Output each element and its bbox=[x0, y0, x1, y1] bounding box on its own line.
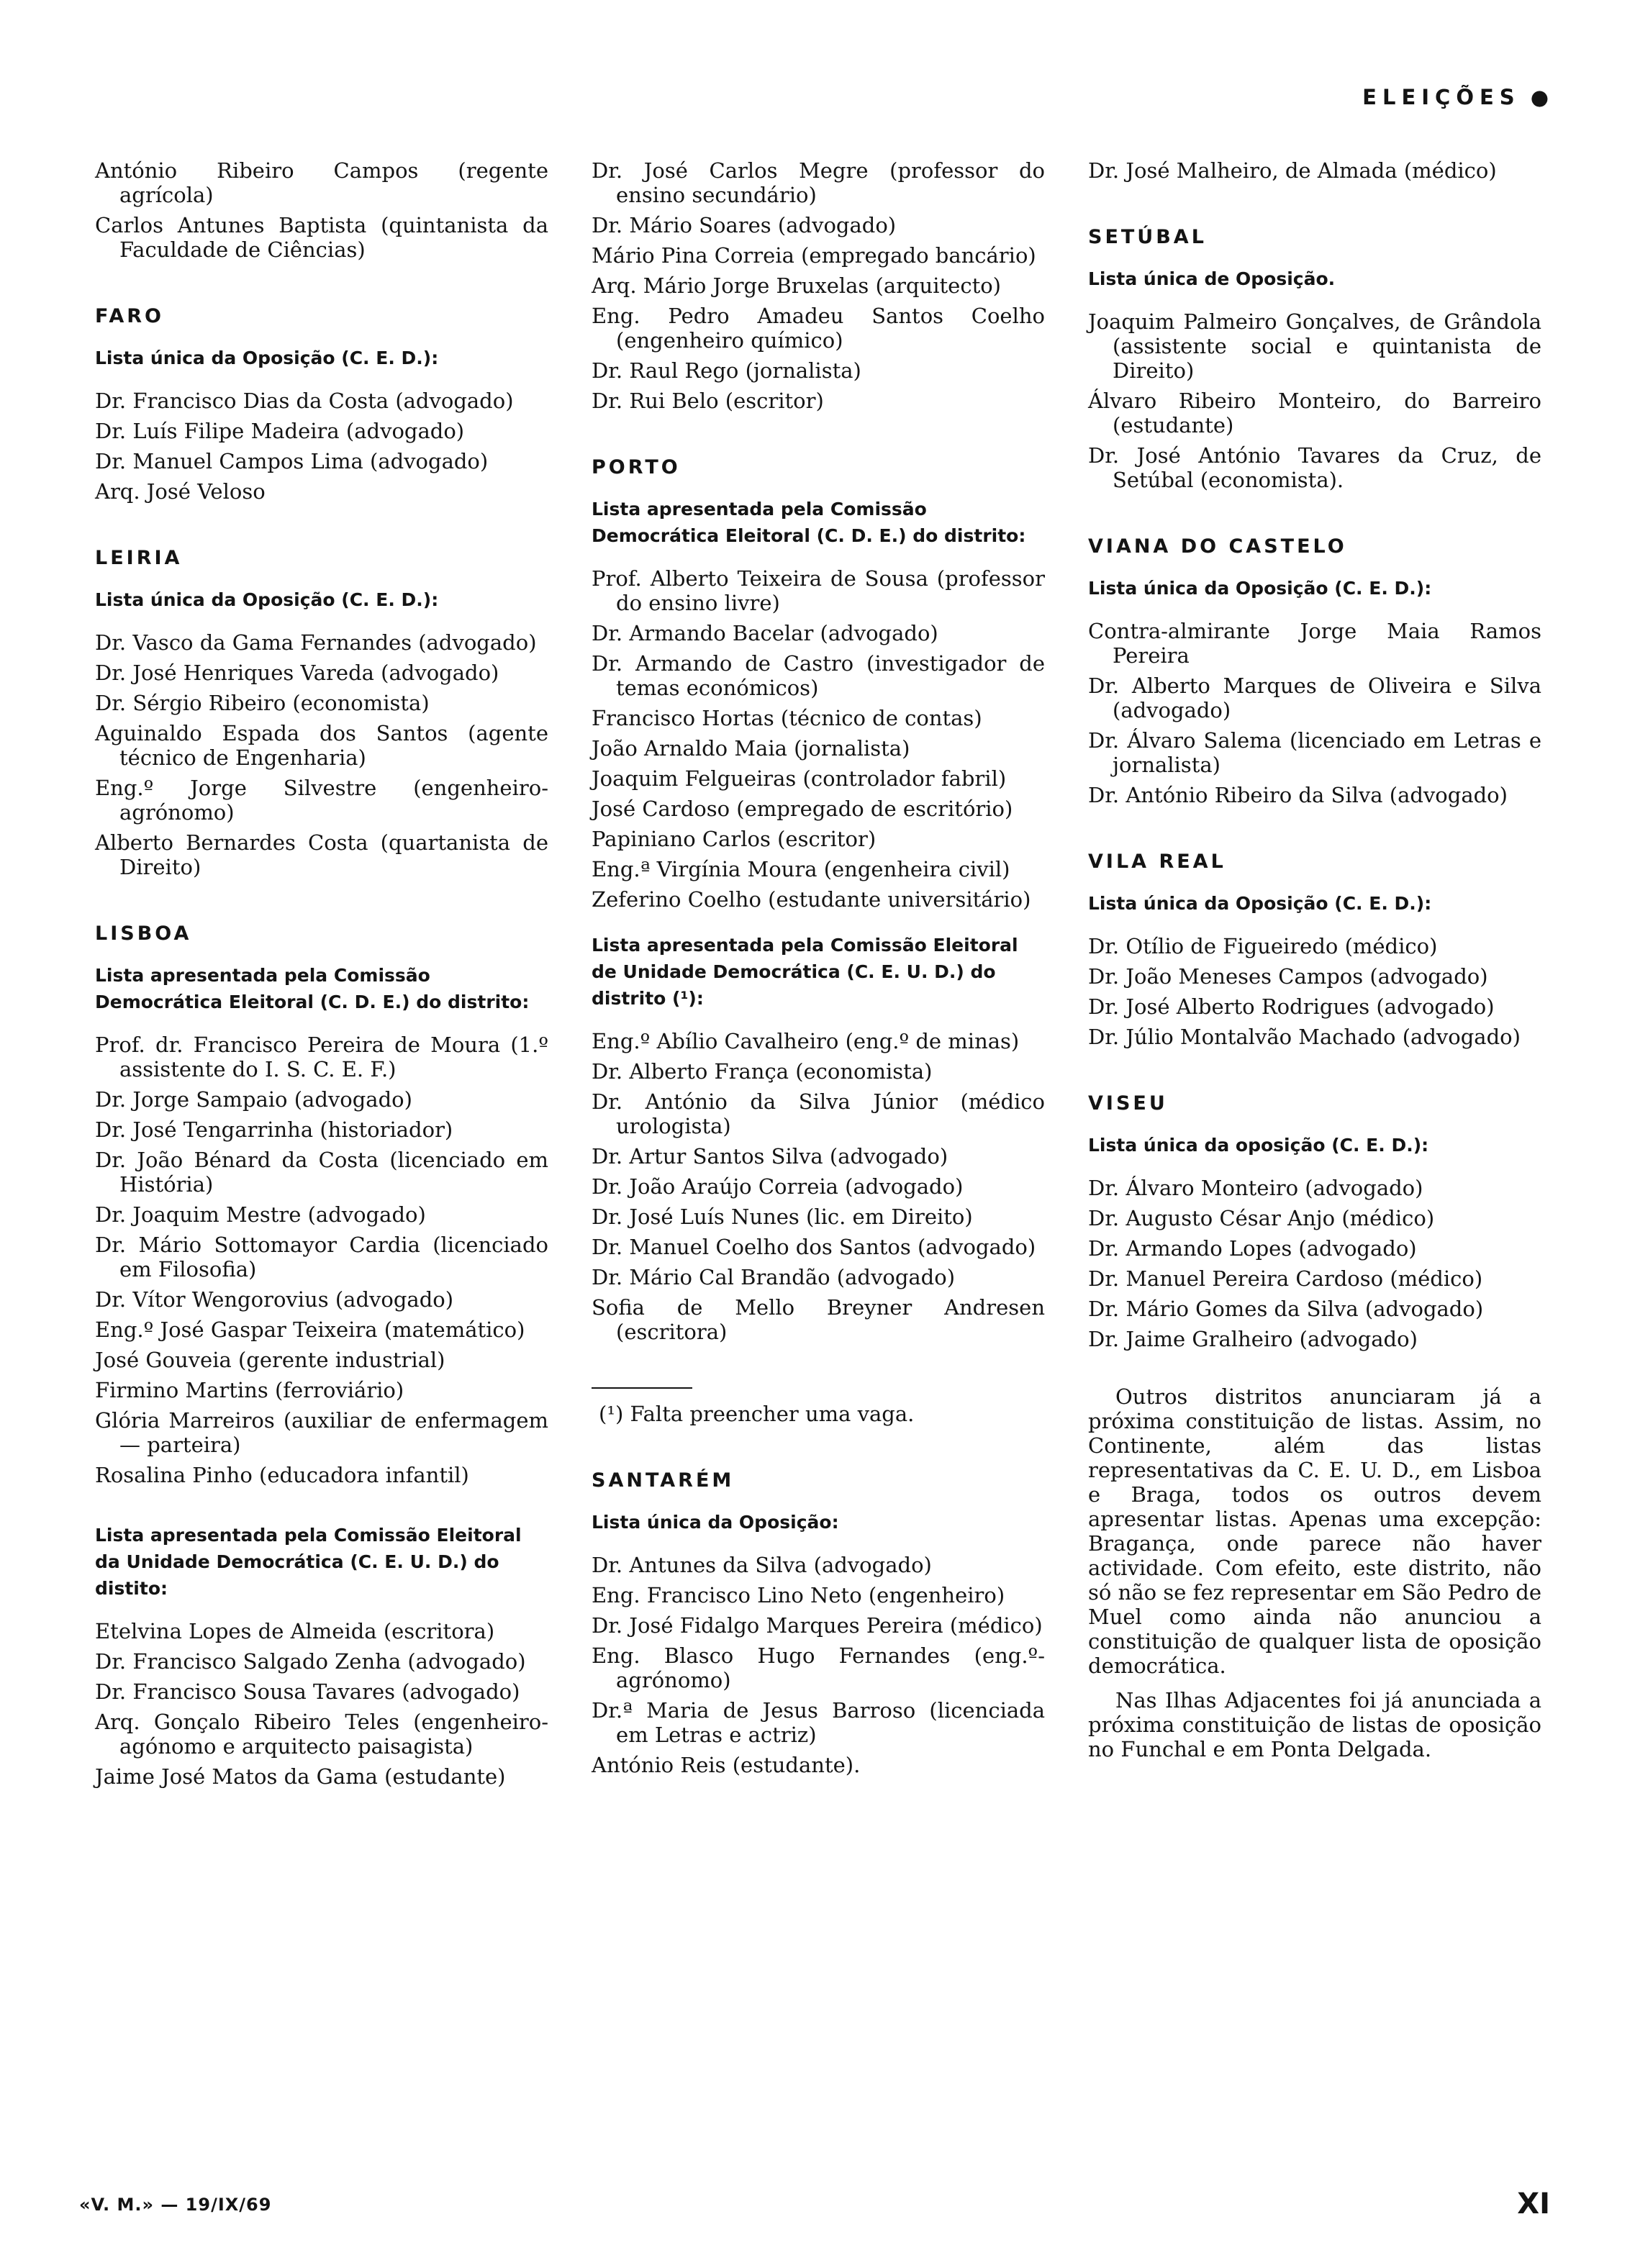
candidate-entry: Eng.º José Gaspar Teixeira (matemático) bbox=[95, 1317, 525, 1342]
entry-list-porto-ceud bbox=[592, 1029, 1045, 1344]
candidate-entry: Contra-almirante Jorge Maia Ramos Pereira bbox=[1088, 619, 1541, 668]
entry-list-lisboa-ceud bbox=[95, 1619, 548, 1789]
candidate-entry: Arq. Gonçalo Ribeiro Teles (engenheiro-agónomo e arquitecto paisagista) bbox=[95, 1710, 548, 1759]
candidate-entry: Álvaro Ribeiro Monteiro, do Barreiro (estudante) bbox=[1088, 389, 1541, 437]
district-heading-leiria: LEIRIA bbox=[95, 547, 183, 569]
candidate-entry: Eng.ª Virgínia Moura (engenheira civil) bbox=[592, 857, 1010, 881]
candidate-entry: Jaime José Matos da Gama (estudante) bbox=[95, 1764, 506, 1789]
list-heading: Lista apresentada pela Comissão Democrática Eleitoral (C. D. E.) do distrito: bbox=[95, 965, 530, 1012]
candidate-entry: Dr. José Malheiro, de Almada (médico) bbox=[1088, 158, 1497, 183]
candidate-entry: Dr. Alberto Marques de Oliveira e Silva (advogado) bbox=[1088, 673, 1541, 722]
candidate-entry: Eng.º Jorge Silvestre (engenheiro-agrónomo) bbox=[95, 776, 548, 825]
entry-list-lisboa-cde bbox=[95, 1033, 548, 1487]
candidate-entry: Dr. António da Silva Júnior (médico urologista) bbox=[592, 1089, 1045, 1138]
candidate-entry: Dr. José Carlos Megre (professor do ensino secundário) bbox=[592, 158, 1045, 207]
page-number: XI bbox=[1517, 2187, 1550, 2221]
candidate-entry: Sofia de Mello Breyner Andresen (escritora) bbox=[592, 1295, 1045, 1344]
candidate-entry: Glória Marreiros (auxiliar de enfermagem — parteira) bbox=[95, 1408, 548, 1457]
paragraph-other-districts: Outros distritos anunciaram já a próxima constituição de listas. Assim, no Continente, além das listas representativas da C. E. U. D., em Lisboa e Braga, todos os outros devem apresentar listas. Apenas uma excepção: Bragança, onde parece não haver actividade. Com efeito, este distrito, não só não se fez representar em São Pedro de Muel como ainda não anunciou a constituição de qualquer lista de oposição democrática. bbox=[1088, 1384, 1541, 1678]
candidate-entry: Francisco Hortas (técnico de contas) bbox=[592, 706, 982, 730]
entry-list-vila-real bbox=[1088, 934, 1541, 1049]
candidate-entry: Dr. Jorge Sampaio (advogado) bbox=[95, 1087, 412, 1112]
candidate-entry: Papiniano Carlos (escritor) bbox=[592, 827, 877, 851]
candidate-entry: Dr. Raul Rego (jornalista) bbox=[592, 358, 861, 383]
footnote: (¹) Falta preencher uma vaga. bbox=[599, 1402, 915, 1426]
candidate-entry: Dr. José Alberto Rodrigues (advogado) bbox=[1088, 994, 1495, 1019]
candidate-entry: Dr. João Araújo Correia (advogado) bbox=[592, 1174, 964, 1199]
candidate-entry: Dr. Álvaro Salema (licenciado em Letras e jornalista) bbox=[1088, 728, 1541, 777]
candidate-entry: Dr. Manuel Campos Lima (advogado) bbox=[95, 449, 489, 473]
candidate-entry: Alberto Bernardes Costa (quartanista de Direito) bbox=[95, 830, 548, 879]
list-heading: Lista única de Oposição. bbox=[1088, 268, 1336, 289]
candidate-entry: Dr. Armando de Castro (investigador de temas económicos) bbox=[592, 651, 1045, 700]
candidate-entry: Dr. José Fidalgo Marques Pereira (médico) bbox=[592, 1613, 1043, 1638]
candidate-entry: Dr. José Tengarrinha (historiador) bbox=[95, 1117, 453, 1142]
bullet-icon: ● bbox=[1530, 85, 1549, 109]
candidate-entry: Dr. Joaquim Mestre (advogado) bbox=[95, 1202, 426, 1227]
candidate-entry: Dr. Armando Lopes (advogado) bbox=[1088, 1236, 1417, 1261]
candidate-entry: Dr. João Meneses Campos (advogado) bbox=[1088, 964, 1488, 989]
candidate-entry: Dr. José Luís Nunes (lic. em Direito) bbox=[592, 1205, 973, 1229]
candidate-entry: António Reis (estudante). bbox=[592, 1753, 861, 1777]
candidate-entry: Dr. Artur Santos Silva (advogado) bbox=[592, 1144, 948, 1169]
entry-list bbox=[95, 158, 548, 262]
district-heading-lisboa: LISBOA bbox=[95, 922, 192, 945]
candidate-entry: José Cardoso (empregado de escritório) bbox=[592, 797, 1013, 821]
entry-list bbox=[1088, 158, 1541, 183]
candidate-entry: João Arnaldo Maia (jornalista) bbox=[592, 736, 910, 761]
list-heading: Lista única da Oposição (C. E. D.): bbox=[95, 348, 439, 368]
candidate-entry: Eng.º Abílio Cavalheiro (eng.º de minas) bbox=[592, 1029, 1020, 1053]
candidate-entry: Rosalina Pinho (educadora infantil) bbox=[95, 1463, 469, 1487]
candidate-entry: Dr. Manuel Pereira Cardoso (médico) bbox=[1088, 1266, 1483, 1291]
entry-list-setubal bbox=[1088, 309, 1541, 492]
entry-list bbox=[592, 158, 1045, 413]
entry-list-porto-cde bbox=[592, 566, 1045, 912]
section-title: ELEIÇÕES bbox=[1362, 85, 1521, 109]
footnote-divider bbox=[592, 1387, 692, 1389]
candidate-entry: Dr. Jaime Gralheiro (advogado) bbox=[1088, 1327, 1418, 1351]
candidate-entry: Dr. João Bénard da Costa (licenciado em História) bbox=[95, 1148, 548, 1197]
candidate-entry: Dr. Sérgio Ribeiro (economista) bbox=[95, 691, 430, 715]
candidate-entry: Dr. Antunes da Silva (advogado) bbox=[592, 1553, 932, 1577]
list-heading: Lista única da Oposição (C. E. D.): bbox=[1088, 578, 1432, 599]
column-1 bbox=[95, 158, 548, 1795]
entry-list-viseu bbox=[1088, 1176, 1541, 1351]
candidate-entry: Dr. Augusto César Anjo (médico) bbox=[1088, 1206, 1435, 1230]
candidate-entry: Dr. Francisco Salgado Zenha (advogado) bbox=[95, 1649, 526, 1674]
candidate-entry: Aguinaldo Espada dos Santos (agente técnico de Engenharia) bbox=[95, 721, 548, 770]
entry-list-leiria bbox=[95, 630, 548, 879]
candidate-entry: Zeferino Coelho (estudante universitário) bbox=[592, 887, 1031, 912]
district-heading-vila-real: VILA REAL bbox=[1088, 850, 1226, 873]
candidate-entry: Dr. Vítor Wengorovius (advogado) bbox=[95, 1287, 454, 1312]
candidate-entry: Eng. Blasco Hugo Fernandes (eng.º-agrónomo) bbox=[592, 1643, 1045, 1692]
candidate-entry: Dr. Armando Bacelar (advogado) bbox=[592, 621, 938, 645]
list-heading: Lista apresentada pela Comissão Eleitoral de Unidade Democrática (C. E. U. D.) do distrito (¹): bbox=[592, 935, 1018, 1009]
candidate-entry: Dr. Mário Cal Brandão (advogado) bbox=[592, 1265, 956, 1289]
entry-list-santarem bbox=[592, 1553, 1045, 1777]
candidate-entry: Eng. Francisco Lino Neto (engenheiro) bbox=[592, 1583, 1005, 1607]
district-heading-santarem: SANTARÉM bbox=[592, 1469, 735, 1492]
candidate-entry: Dr. Luís Filipe Madeira (advogado) bbox=[95, 419, 465, 443]
candidate-entry: Dr.ª Maria de Jesus Barroso (licenciada em Letras e actriz) bbox=[592, 1698, 1045, 1747]
candidate-entry: Dr. Rui Belo (escritor) bbox=[592, 389, 824, 413]
paragraph-islands: Nas Ilhas Adjacentes foi já anunciada a próxima constituição de listas de oposição no Funchal e em Ponta Delgada. bbox=[1088, 1688, 1541, 1761]
candidate-entry: Dr. Mário Sottomayor Cardia (licenciado em Filosofia) bbox=[95, 1233, 548, 1282]
list-heading: Lista única da Oposição (C. E. D.): bbox=[95, 589, 439, 610]
candidate-entry: Carlos Antunes Baptista (quintanista da Faculdade de Ciências) bbox=[95, 213, 548, 262]
list-heading: Lista apresentada pela Comissão Eleitoral da Unidade Democrática (C. E. U. D.) do distito: bbox=[95, 1525, 522, 1599]
section-header bbox=[1362, 85, 1549, 109]
candidate-entry: Joaquim Felgueiras (controlador fabril) bbox=[592, 766, 1007, 791]
list-heading: Lista apresentada pela Comissão Democrática Eleitoral (C. D. E.) do distrito: bbox=[592, 499, 1026, 546]
candidate-entry: Dr. Mário Soares (advogado) bbox=[592, 213, 897, 237]
entry-list-viana bbox=[1088, 619, 1541, 807]
candidate-entry: António Ribeiro Campos (regente agrícola) bbox=[95, 158, 548, 207]
candidate-entry: Mário Pina Correia (empregado bancário) bbox=[592, 243, 1036, 268]
candidate-entry: Dr. Vasco da Gama Fernandes (advogado) bbox=[95, 630, 537, 655]
candidate-entry: Dr. Alberto França (economista) bbox=[592, 1059, 933, 1084]
candidate-entry: Dr. Júlio Montalvão Machado (advogado) bbox=[1088, 1025, 1521, 1049]
candidate-entry: Arq. Mário Jorge Bruxelas (arquitecto) bbox=[592, 273, 1001, 298]
candidate-entry: Dr. José António Tavares da Cruz, de Setúbal (economista). bbox=[1088, 443, 1541, 492]
footer-issue: «V. M.» — 19/IX/69 bbox=[79, 2195, 272, 2215]
candidate-entry: Dr. Francisco Dias da Costa (advogado) bbox=[95, 389, 514, 413]
candidate-entry: José Gouveia (gerente industrial) bbox=[95, 1348, 445, 1372]
candidate-entry: Dr. José Henriques Vareda (advogado) bbox=[95, 661, 499, 685]
candidate-entry: Firmino Martins (ferroviário) bbox=[95, 1378, 404, 1402]
list-heading: Lista única da oposição (C. E. D.): bbox=[1088, 1135, 1429, 1156]
list-heading: Lista única da Oposição: bbox=[592, 1512, 839, 1533]
district-heading-faro: FARO bbox=[95, 305, 164, 327]
candidate-entry: Prof. Alberto Teixeira de Sousa (professor do ensino livre) bbox=[592, 566, 1045, 615]
district-heading-porto: PORTO bbox=[592, 456, 681, 478]
candidate-entry: Prof. dr. Francisco Pereira de Moura (1.º assistente do I. S. C. E. F.) bbox=[95, 1033, 548, 1081]
candidate-entry: Dr. Francisco Sousa Tavares (advogado) bbox=[95, 1679, 520, 1704]
candidate-entry: Dr. António Ribeiro da Silva (advogado) bbox=[1088, 783, 1508, 807]
entry-list-faro bbox=[95, 389, 548, 504]
district-heading-viana: VIANA DO CASTELO bbox=[1088, 535, 1347, 558]
candidate-entry: Joaquim Palmeiro Gonçalves, de Grândola (assistente social e quintanista de Direito) bbox=[1088, 309, 1541, 383]
column-2 bbox=[592, 158, 1045, 1783]
candidate-entry: Arq. José Veloso bbox=[95, 479, 266, 504]
column-3 bbox=[1088, 158, 1541, 1772]
candidate-entry: Etelvina Lopes de Almeida (escritora) bbox=[95, 1619, 495, 1643]
candidate-entry: Eng. Pedro Amadeu Santos Coelho (engenheiro químico) bbox=[592, 304, 1045, 353]
candidate-entry: Dr. Otílio de Figueiredo (médico) bbox=[1088, 934, 1438, 958]
list-heading: Lista única da Oposição (C. E. D.): bbox=[1088, 893, 1432, 914]
district-heading-setubal: SETÚBAL bbox=[1088, 226, 1207, 248]
candidate-entry: Dr. Manuel Coelho dos Santos (advogado) bbox=[592, 1235, 1036, 1259]
candidate-entry: Dr. Mário Gomes da Silva (advogado) bbox=[1088, 1297, 1484, 1321]
candidate-entry: Dr. Álvaro Monteiro (advogado) bbox=[1088, 1176, 1423, 1200]
district-heading-viseu: VISEU bbox=[1088, 1092, 1168, 1115]
